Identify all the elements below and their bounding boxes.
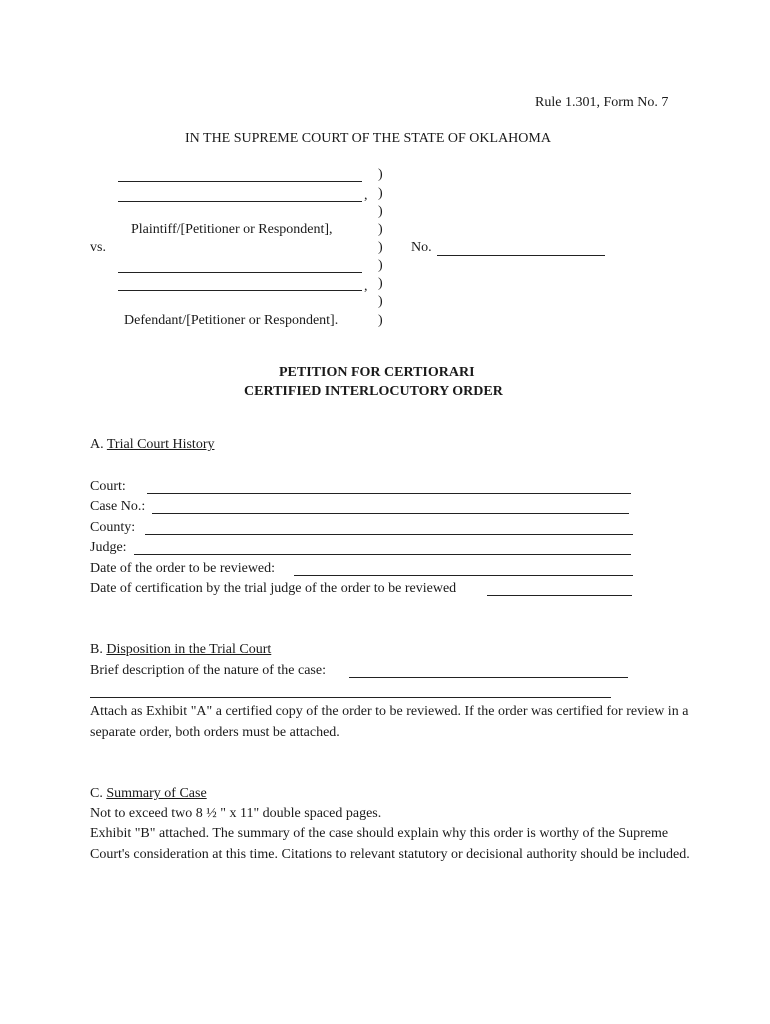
section-c-title: Summary of Case [106,786,207,801]
title-line-2: CERTIFIED INTERLOCUTORY ORDER [244,384,503,399]
plaintiff-label: Plaintiff/[Petitioner or Respondent], [131,222,333,237]
section-a-heading [90,438,214,452]
county-label: County: [90,520,136,535]
case-no-a-field[interactable] [152,513,629,514]
exhibit-b-text: Exhibit "B" attached. The summary of the case should explain why this order is worthy of the Supreme Court's consideration at this time. Citations to relevant statutory or decisional authority should be included. [90,826,690,862]
page-limit-text: Not to exceed two 8 ½ " x 11" double spaced pages. [90,806,382,821]
section-b-letter: B. [90,642,103,657]
order-date-field[interactable] [294,575,633,576]
defendant-label: Defendant/[Petitioner or Respondent]. [124,313,339,328]
certification-date-label: Date of certification by the trial judge of the order to be reviewed [90,581,457,596]
county-field[interactable] [145,534,633,535]
section-c-heading [90,787,207,801]
court-field[interactable] [147,493,631,494]
vs-label: vs. [90,240,106,255]
section-b-heading [90,643,271,657]
certification-date-field[interactable] [487,595,632,596]
caption-paren: ) [378,240,383,255]
case-no-a-label: Case No.: [90,499,146,514]
judge-label: Judge: [90,540,127,555]
brief-description-field[interactable] [349,677,628,678]
brief-description-label: Brief description of the nature of the case: [90,663,326,678]
section-a-letter: A. [90,437,104,452]
section-a-title: Trial Court History [106,437,215,452]
court-label: Court: [90,479,126,494]
plaintiff-name-line-1[interactable] [118,181,362,182]
section-b-title: Disposition in the Trial Court [106,642,272,657]
judge-field[interactable] [134,554,631,555]
title-line-1: PETITION FOR CERTIORARI [279,365,475,380]
court-title: IN THE SUPREME COURT OF THE STATE OF OKLAHOMA [185,131,551,146]
caption-paren: ) [378,222,383,237]
brief-description-field-2[interactable] [90,697,611,698]
caption-paren: ) [378,258,383,273]
attach-instructions: Attach as Exhibit "A" a certified copy of the order to be reviewed. If the order was certified for review in a separate order, both orders must be attached. [90,704,689,740]
caption-paren: ) [378,186,383,201]
defendant-name-line-1[interactable] [118,272,362,273]
plaintiff-name-line-2[interactable] [118,201,362,202]
caption-paren: ) [378,204,383,219]
caption-paren: ) [378,313,383,328]
section-c-letter: C. [90,786,103,801]
order-date-label: Date of the order to be reviewed: [90,561,276,576]
caption-paren: ) [378,276,383,291]
defendant-name-line-2[interactable] [118,290,362,291]
caption-paren: ) [378,294,383,309]
plaintiff-comma: , [364,188,368,203]
rule-label: Rule 1.301, Form No. 7 [535,95,669,110]
case-no-label: No. [411,240,432,255]
case-no-field[interactable] [437,255,605,256]
defendant-comma: , [364,279,368,294]
caption-paren: ) [378,167,383,182]
